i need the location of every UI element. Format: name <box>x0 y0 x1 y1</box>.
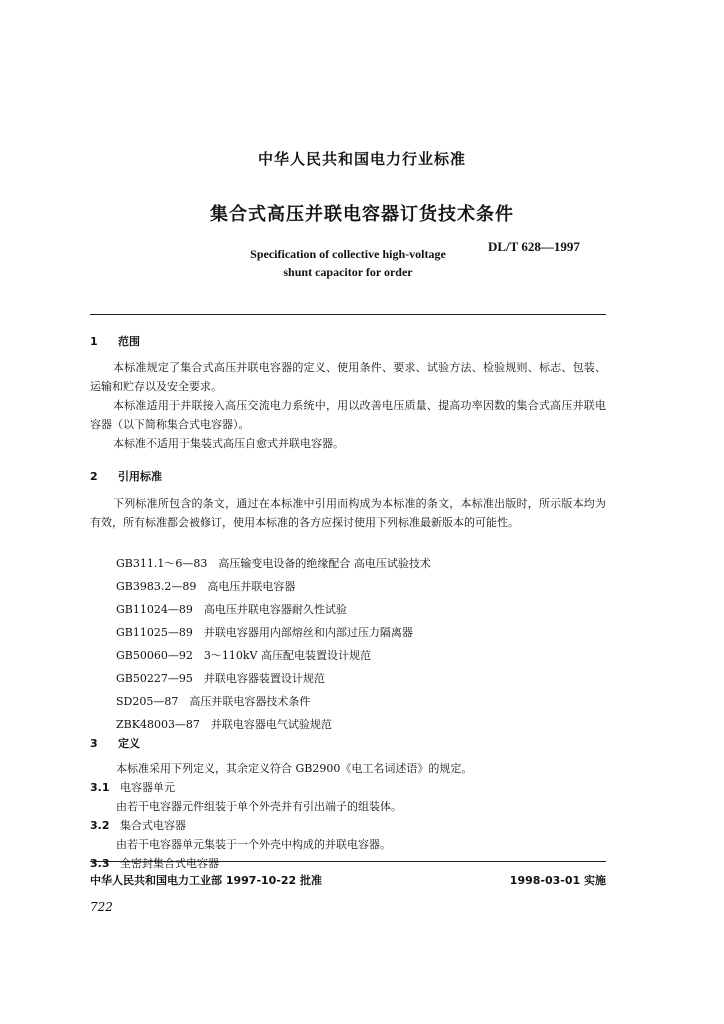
section-title: 范围 <box>118 335 140 348</box>
section-1-heading <box>90 333 140 349</box>
subsection-number: 3.3 <box>90 857 110 870</box>
english-title-line-2: shunt capacitor for order <box>283 265 413 279</box>
term: 全密封集合式电容器 <box>120 857 219 870</box>
reference-item: GB11025—89 并联电容器用内部熔丝和内部过压力隔离器 <box>116 626 413 639</box>
reference-item: GB311.1～6—83 高压输变电设备的绝缘配合 高电压试验技术 <box>116 557 431 570</box>
standard-code: DL/T 628—1997 <box>488 239 580 254</box>
definition-3-1-desc: 由若干电容器元件组装于单个外壳并有引出端子的组装体。 <box>116 800 402 813</box>
section-3-intro: 本标准采用下列定义，其余定义符合 GB2900《电工名词述语》的规定。 <box>116 762 473 775</box>
section-1-body <box>90 358 606 453</box>
paragraph: 本标准不适用于集装式高压自愈式并联电容器。 <box>113 437 344 450</box>
definition-3-3-term <box>90 855 219 871</box>
english-title-line-1: Specification of collective high-voltage <box>250 247 446 261</box>
section-2-heading <box>90 468 162 484</box>
paragraph: 本标准适用于并联接入高压交流电力系统中，用以改善电压质量、提高功率因数的集合式高压并联电容器（以下简称集合式电容器）。 <box>90 399 606 431</box>
section-number: 3 <box>90 737 98 750</box>
reference-item: GB50060—92 3～110kV 高压配电装置设计规范 <box>116 649 371 662</box>
section-2-intro <box>90 494 606 532</box>
standard-category-header: 中华人民共和国电力行业标准 <box>257 150 466 168</box>
section-title: 定义 <box>118 737 140 750</box>
document-title: 集合式高压并联电容器订货技术条件 <box>210 204 514 225</box>
reference-item: GB50227—95 并联电容器装置设计规范 <box>116 672 325 685</box>
implementation-date: 1998-03-01 实施 <box>509 874 606 887</box>
definition-3-2-term <box>90 817 186 833</box>
term: 集合式电容器 <box>120 819 186 832</box>
reference-item: GB11024—89 高电压并联电容器耐久性试验 <box>116 603 347 616</box>
subsection-number: 3.2 <box>90 819 110 832</box>
term: 电容器单元 <box>120 781 175 794</box>
reference-item: SD205—87 高压并联电容器技术条件 <box>116 695 311 708</box>
reference-item: ZBK48003—87 并联电容器电气试验规范 <box>116 718 332 731</box>
definition-3-1-term <box>90 779 175 795</box>
paragraph: 本标准规定了集合式高压并联电容器的定义、使用条件、要求、试验方法、检验规则、标志、包装、运输和贮存以及安全要求。 <box>90 361 606 393</box>
section-3-heading <box>90 735 140 751</box>
section-title: 引用标准 <box>118 470 162 483</box>
header-divider <box>90 314 606 315</box>
definition-3-2-desc: 由若干电容器单元集装于一个外壳中构成的并联电容器。 <box>116 838 391 851</box>
approval-date: 中华人民共和国电力工业部 1997-10-22 批准 <box>90 874 323 887</box>
reference-item: GB3983.2—89 高电压并联电容器 <box>116 580 296 593</box>
page-number: 722 <box>90 900 113 914</box>
subsection-number: 3.1 <box>90 781 110 794</box>
section-number: 1 <box>90 335 98 348</box>
paragraph: 下列标准所包含的条文，通过在本标准中引用而构成为本标准的条文，本标准出版时，所示版本均为有效，所有标准都会被修订，使用本标准的各方应探讨使用下列标准最新版本的可能性。 <box>90 497 606 529</box>
section-number: 2 <box>90 470 98 483</box>
